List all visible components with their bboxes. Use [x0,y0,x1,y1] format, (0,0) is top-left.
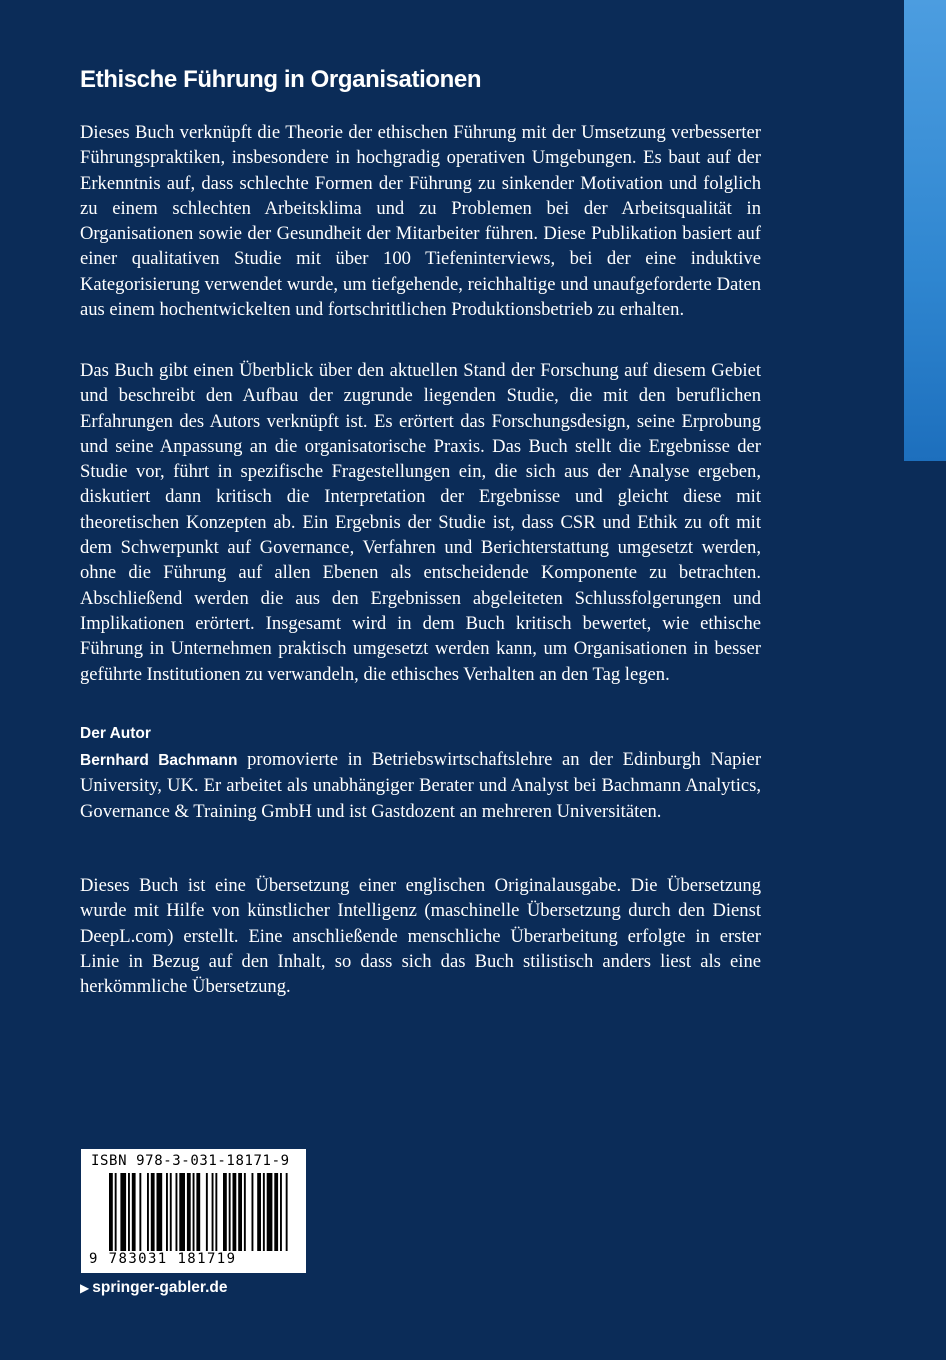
barcode-bar [257,1173,261,1251]
translation-note: Dieses Buch ist eine Übersetzung einer englischen Originalausgabe. Die Übersetzung wurde mit Hilfe von künstlicher Intelligenz (maschinelle Übersetzung durch den Dienst DeepL.com) erstellt. Eine anschließende menschliche Überarbeitung erfolgte in erster Linie in Bezug auf den Inhalt, so dass sich das Buch stilistisch anders liest als eine herkömmliche Übersetzung. [80,875,761,998]
book-title: Ethische Führung in Organisationen [80,66,482,93]
barcode-bar [139,1173,141,1251]
barcode-bar [120,1173,126,1251]
description-paragraph-2: Das Buch gibt einen Überblick über den aktuellen Stand der Forschung auf diesem Gebiet und beschreibt den Aufbau der zugrunde liegenden Studie, die mit den beruflichen Erfahrungen des Autors verknüpft ist. Es erörtert das Forschungsdesign, seine Erprobung und seine Anpassung an die organisatorische Praxis. Das Buch stellt die Ergebnisse der Studie vor, führt in spezifische Fragestellungen ein, die sich aus der Analyse ergeben, diskutiert dann kritisch die Interpretation der Ergebnisse und gleicht diese mit theoretischen Konzepten ab. Ein Ergebnis der Studie ist, dass CSR und Ethik zu oft mit dem Schwerpunkt auf Governance, Verfahren und Berichterstattung umgesetzt werden, ohne die Führung auf allen Ebenen als entscheidende Komponente zu betrachten. Abschließend werden die aus den Ergebnissen abgeleiteten Schlussfolgerungen und Implikationen erörtert. Insgesamt wird in dem Buch kritisch bewertet, wie ethische Führung in Unternehmen praktisch umgesetzt werden kann, um Organisationen in besser geführte Institutionen zu verwandeln, die ethisches Verhalten an den Tag legen. [80,360,761,685]
barcode-bar [128,1173,130,1251]
barcode-bar [206,1173,208,1251]
barcode-bar [286,1173,288,1251]
barcode-bar [274,1173,278,1251]
publisher-link[interactable] [80,1277,227,1299]
author-heading: Der Autor [80,725,151,742]
barcode-bar [244,1173,246,1251]
spine-accent-bar [904,0,946,461]
barcode-bar [215,1173,217,1251]
barcode-bar [170,1173,172,1251]
isbn-barcode [81,1149,306,1273]
author-bio [80,747,761,824]
barcode-bar [151,1173,155,1251]
barcode-bar [238,1173,242,1251]
barcode-bar [196,1173,200,1251]
barcode-bar [212,1173,214,1251]
barcode-bar [229,1173,231,1251]
barcode-bar [109,1173,113,1251]
triangle-right-icon: ▶ [80,1281,90,1295]
barcode-digits: 9 783031 181719 [89,1251,237,1267]
barcode-bar [187,1173,191,1251]
publisher-url: springer-gabler.de [92,1279,228,1296]
barcode-bar [223,1173,227,1251]
barcode-bar [147,1173,149,1251]
barcode-bar [252,1173,254,1251]
barcode-bar [179,1173,185,1251]
barcode-bar [233,1173,237,1251]
barcode-icon [109,1173,289,1251]
barcode-bar [115,1173,117,1251]
author-bio-text: promovierte in Betriebswirtschaftslehre an der Edinburgh Napier University, UK. Er arbeitet als unabhängiger Berater und Analyst bei Bachmann Analytics, Governance & Training GmbH und ist Gastdozent an mehreren Universitäten. [80,749,762,822]
barcode-bar [267,1173,273,1251]
barcode-bar [193,1173,195,1251]
barcode-bar [166,1173,168,1251]
isbn-label: ISBN 978-3-031-18171-9 [91,1153,290,1169]
barcode-bar [263,1173,265,1251]
barcode-bar [132,1173,136,1251]
author-name: Bernhard Bachmann [80,752,238,769]
barcode-bar [280,1173,282,1251]
barcode-bar [176,1173,178,1251]
description-paragraph-1: Dieses Buch verknüpft die Theorie der ethischen Führung mit der Umsetzung verbesserter Führungspraktiken, insbesondere in hochgradig operativen Umgebungen. Es baut auf der Erkenntnis auf, dass schlechte Formen der Führung zu sinkender Motivation und folglich zu einem schlechten Arbeitsklima und zu Problemen bei der Arbeitsqualität in Organisationen sowie der Gesundheit der Mitarbeiter führen. Diese Publikation basiert auf einer qualitativen Studie mit über 100 Tiefeninterviews, bei der eine induktive Kategorisierung verwendet wurde, um tiefgehende, reichhaltige und unaufgeforderte Daten aus einem hochentwickelten und fortschrittlichen Produktionsbetrieb zu erhalten. [80,122,761,321]
barcode-bar [157,1173,163,1251]
